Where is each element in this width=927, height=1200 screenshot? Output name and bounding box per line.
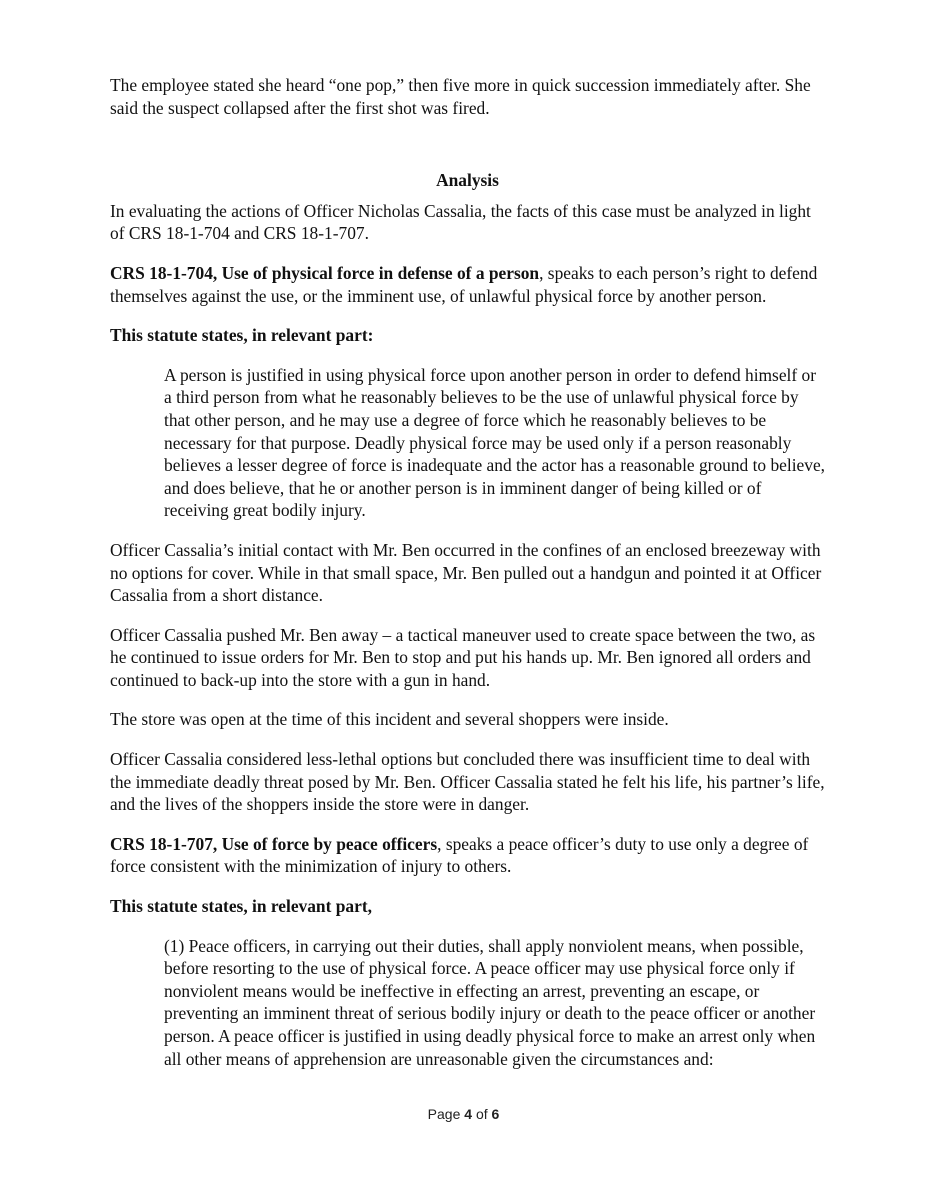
statute-intro-707: This statute states, in relevant part, bbox=[110, 896, 372, 917]
paragraph-employee-statement: The employee stated she heard “one pop,” then five more in quick succession immediately after. She said the suspect collapsed after the first shot was fired. bbox=[110, 75, 811, 118]
quote-crs-707: (1) Peace officers, in carrying out their duties, shall apply nonviolent means, when possible, before resorting to the use of physical force. A peace officer may use physical force only if nonviolent means would be ineffective in effecting an arrest, preventing an escape, or preventing an imminent threat of serious bodily injury or death to the peace officer or another person. A peace officer is justified in using deadly physical force to make an arrest only when all other means of apprehension are unreasonable given the circumstances and: bbox=[164, 935, 816, 1069]
paragraph-tactical-maneuver: Officer Cassalia pushed Mr. Ben away – a tactical maneuver used to create space between the two, as he continued to issue orders for Mr. Ben to stop and put his hands up. Mr. Ben ignored all orders and continued to back-up into the store with a gun in hand. bbox=[110, 624, 816, 690]
page-total: 6 bbox=[491, 1106, 500, 1122]
page-label: Page bbox=[427, 1106, 461, 1122]
quote-crs-704: A person is justified in using physical force upon another person in order to defend himself or a third person from what he reasonably believes to be the use of unlawful physical force by that other person, and he may use a degree of force which he reasonably believes to be necessary for that purpose. Deadly physical force may be used only if a person reasonably believes a lesser degree of force is inadequate and the actor has a reasonable ground to believe, and does believe, that he or another person is in imminent danger of being killed or of receiving great bodily injury. bbox=[164, 364, 826, 521]
paragraph-initial-contact: Officer Cassalia’s initial contact with Mr. Ben occurred in the confines of an enclosed breezeway with no options for cover. While in that small space, Mr. Ben pulled out a handgun and pointed it at Officer Cassalia from a short distance. bbox=[110, 539, 822, 606]
statute-intro-704: This statute states, in relevant part: bbox=[110, 325, 374, 346]
paragraph-less-lethal: Officer Cassalia considered less-lethal options but concluded there was insufficient time to deal with the immediate deadly threat posed by Mr. Ben. Officer Cassalia stated he felt his life, his partner’s life, and the lives of the shoppers inside the store were in danger. bbox=[110, 749, 825, 815]
paragraph-crs-707 bbox=[110, 833, 825, 878]
paragraph-store-open: The store was open at the time of this incident and several shoppers were inside. bbox=[110, 709, 669, 730]
document-page bbox=[110, 74, 825, 1087]
of-label: of bbox=[475, 1106, 488, 1122]
page-current: 4 bbox=[464, 1106, 473, 1122]
statute-description-704: , speaks to each person’s right to defend themselves against the use, or the imminent use, of unlawful physical force by another person. bbox=[110, 262, 818, 306]
statute-title-707: CRS 18-1-707, Use of force by peace officers bbox=[110, 833, 438, 854]
section-heading-analysis: Analysis bbox=[436, 170, 499, 191]
paragraph-crs-704 bbox=[110, 262, 825, 307]
page-footer bbox=[0, 1106, 927, 1122]
statute-title-704: CRS 18-1-704, Use of physical force in defense of a person bbox=[110, 262, 540, 283]
paragraph-evaluation-intro: In evaluating the actions of Officer Nicholas Cassalia, the facts of this case must be analyzed in light of CRS 18-1-704 and CRS 18-1-707. bbox=[110, 200, 811, 244]
statute-description-707: , speaks a peace officer’s duty to use only a degree of force consistent with the minimization of injury to others. bbox=[110, 833, 809, 877]
